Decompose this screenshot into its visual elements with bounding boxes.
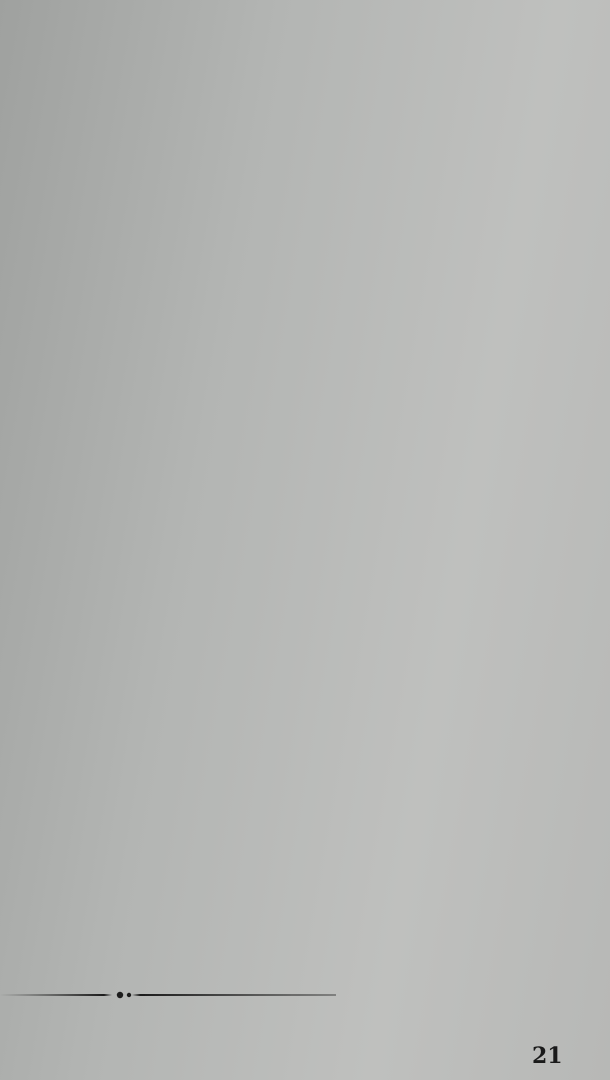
page-number: 21 bbox=[532, 1043, 563, 1069]
ornament-divider bbox=[0, 985, 340, 1005]
